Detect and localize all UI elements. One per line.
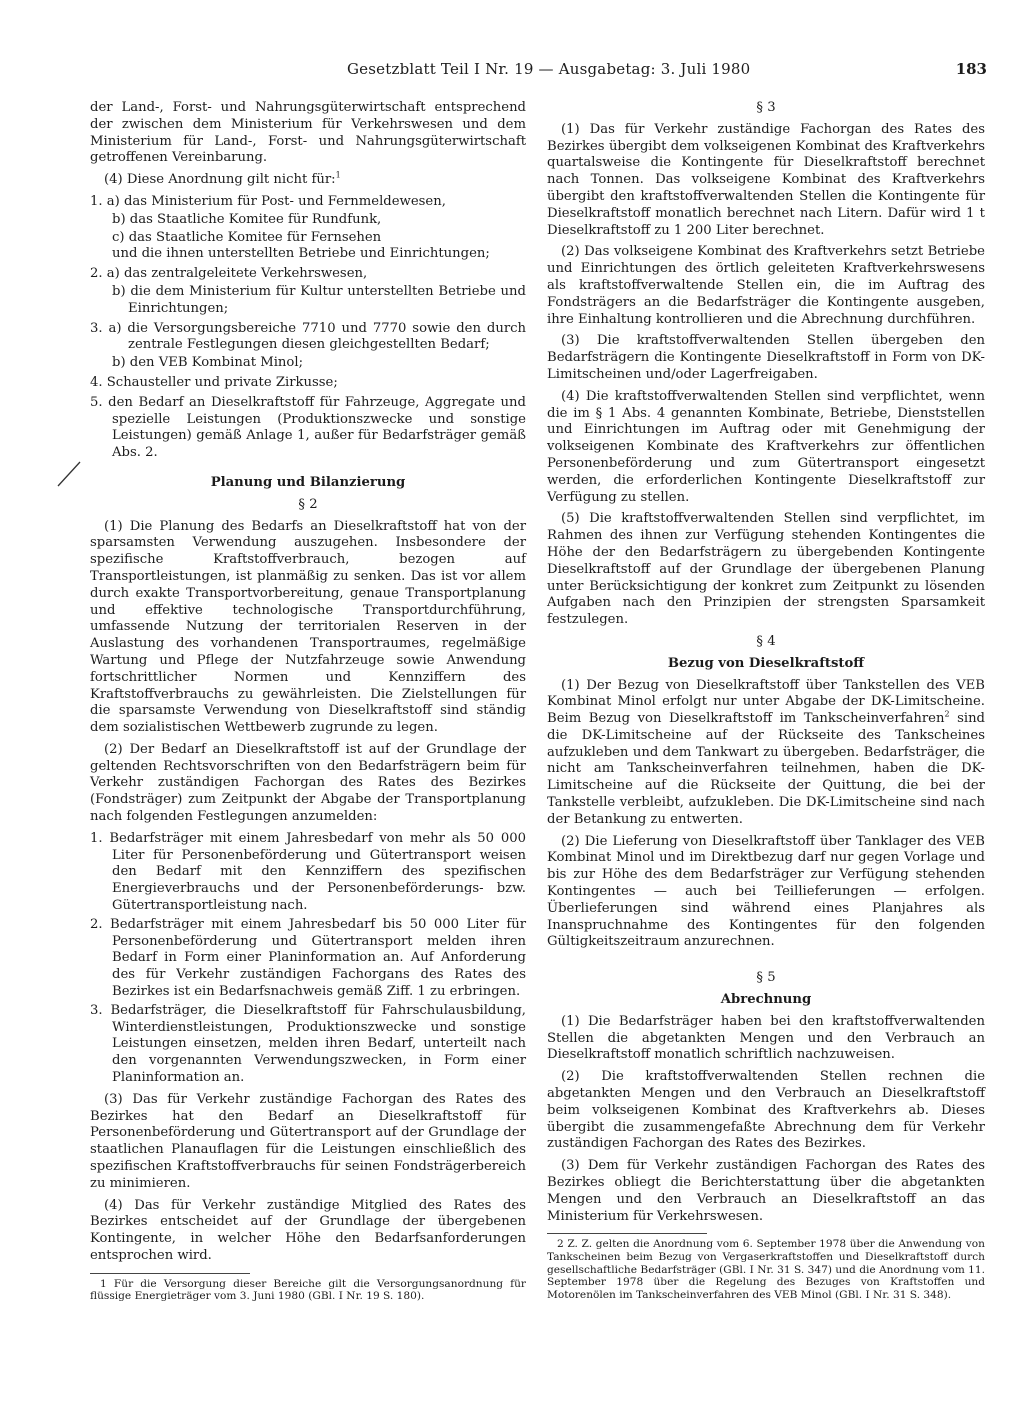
paragraph-4-intro: (4) Diese Anordnung gilt nicht für:$^1$ [104,170,341,188]
section-number: § 5 [756,970,776,986]
paragraph: (4) Die kraftstoffverwaltenden Stellen sind verpflichtet, wenn die im § 1 Abs. 4 genannten Kombinate, Betriebe, Dienststellen und Einrichtungen im Auftrag oder mit Genehmigung der volkseigenen Kombinate des Kraftverkehrs zur öffentlichen Personenbeförderung und zum Gütertransport eingesetzt werden, die erforderlichen Kontingente Dieselkraftstoff zur Verfügung zu stellen. [547,388,985,505]
list-item: c) das Staatliche Komitee für Fernsehen [112,229,382,245]
list-item: 1. Bedarfsträger mit einem Jahresbedarf von mehr als 50 000 Liter für Personenbeförderung und Gütertransport weisen den Bedarf mit den Kennziffern des spezifischen Energieverbrauchs und der Personenbeförderungs- bzw. Gütertransportleistung nach. [90,830,526,914]
paragraph: (5) Die kraftstoffverwaltenden Stellen sind verpflichtet, im Rahmen des ihnen zur Verfügung stehenden Kontingentes die Höhe der den Bedarfsträgern zu übergebenden Kontingente Dieselkraftstoff auf der Grundlage der übergebenen Planung unter Berücksichtigung der konkret zum Zeitpunkt zu lösenden Aufgaben nach den Prinzipien der strengsten Sparsamkeit festzulegen. [547,511,985,628]
section-number: § 4 [756,633,776,649]
section-heading: Bezug von Dieselkraftstoff [667,655,865,671]
list-item: 2. Bedarfsträger mit einem Jahresbedarf bis 50 000 Liter für Personenbeförderung und Gütertransport melden ihren Bedarf in Form einer Planinformation an. Auf Anforderung des für Verkehr zuständigen Fachorgans des Rates des Bezirkes ist ein Bedarfsnachweis gemäß Ziff. 1 zu erbringen. [90,916,526,1000]
paragraph: (2) Die Lieferung von Dieselkraftstoff über Tanklager des VEB Kombinat Minol und im Direktbezug darf nur gegen Vorlage und bis zur Höhe des dem Bedarfsträger zur Verfügung stehenden Kontingentes — auch bei Teillieferungen — erfolgen. Überlieferungen sind während eines Planjahres als Inanspruchnahme des Kontingentes für den folgenden Gültigkeitszeitraum anzurechnen. [547,833,985,950]
paragraph: (4) Das für Verkehr zuständige Mitglied des Rates des Bezirkes entscheidet auf der Grundlage der übergebenen Kontingente, in welcher Höhe den Bedarfsanforderungen entsprochen wird. [90,1197,526,1263]
list-item: b) die dem Ministerium für Kultur unterstellten Betriebe und Einrichtungen; [112,283,526,316]
paragraph: (3) Dem für Verkehr zuständigen Fachorgan des Rates des Bezirkes obliegt die Berichterstattung über die abgetankten Mengen und den Verbrauch an Dieselkraftstoff an das Ministerium für Verkehrswesen. [547,1158,985,1224]
list-item: 4. Schausteller und private Zirkusse; [90,374,338,390]
list-item: b) den VEB Kombinat Minol; [112,355,304,371]
left-column [90,100,526,1308]
paragraph: (3) Das für Verkehr zuständige Fachorgan des Rates des Bezirkes hat den Bedarf an Dieselkraftstoff für Personenbeförderung und Gütertransport auf der Grundlage der staatlichen Planauflagen für die Leistungen einschließlich des spezifischen Kraftstoffverbrauchs für seinen Fondsträgerbereich zu minimieren. [90,1091,526,1191]
paragraph: (2) Der Bedarf an Dieselkraftstoff ist auf der Grundlage der geltenden Rechtsvorschriften von den Bedarfsträgern beim für Verkehr zuständigen Fachorgan des Rates des Bezirkes (Fondsträger) zum Zeitpunkt der Abgabe der Transportplanung nach folgenden Festlegungen anzumelden: [90,741,526,825]
continued-paragraph: der Land-, Forst- und Nahrungsgüterwirtschaft entsprechend der zwischen dem Ministerium für Verkehrswesen und dem Ministerium für Land-, Forst- und Nahrungsgüterwirtschaft getroffenen Vereinbarung. [90,100,526,166]
section-heading: Planung und Bilanzierung [210,474,406,490]
footnote-divider [547,1233,707,1234]
footnote-2: 2 Z. Z. gelten die Anordnung vom 6. September 1978 über die Anwendung von Tankscheinen beim Bezug von Vergaserkraftstoffen und Dieselkraftstoff durch gesellschaftliche Bedarfsträger (GBl. I Nr. 31 S. 347) und die Anordnung vom 11. September 1978 über die Regelung des Bezuges von Kraftstoffen und Motorenölen im Tankscheinverfahren des VEB Minol (GBl. I Nr. 31 S. 348). [547,1238,985,1301]
list-item: 3. Bedarfsträger, die Dieselkraftstoff für Fahrschulausbildung, Winterdienstleistungen, Produktionszwecke und sonstige Leistungen einsetzen, melden ihren Bedarf, unterteilt nach den vorgenannten Verwendungszwecken, in Form einer Planinformation an. [90,1002,526,1086]
paragraph: (3) Die kraftstoffverwaltenden Stellen übergeben den Bedarfsträgern die Kontingente Dieselkraftstoff in Form von DK-Limitscheinen und/oder Lagerfreigaben. [547,333,985,382]
gazette-title: Gesetzblatt Teil I Nr. 19 — Ausgabetag: 3. Juli 1980 [347,60,751,78]
page-number: 183 [955,60,987,78]
footnote-1: 1 Für die Versorgung dieser Bereiche gilt die Versorgungsanordnung für flüssige Energieträger vom 3. Juni 1980 (GBl. I Nr. 19 S. 180). [90,1277,526,1303]
footnote-ref-1: 1 [335,170,341,180]
paragraph: (2) Das volkseigene Kombinat des Kraftverkehrs setzt Betriebe und Einrichtungen des örtlich geleiteten Kraftverkehrswesens als kraftstoffverwaltende Stellen ein, die im Auftrag des Fondsträgers an die Bedarfsträger die Kontingente ausgeben, ihre Einhaltung kontrollieren und die Abrechnung durchführen. [547,244,985,327]
list-item: b) das Staatliche Komitee für Rundfunk, [112,211,382,227]
section-heading: Abrechnung [720,992,812,1008]
list-item: 5. den Bedarf an Dieselkraftstoff für Fahrzeuge, Aggregate und spezielle Leistungen (Produktionszwecke und sonstige Leistungen) gemäß Anlage 1, außer für Bedarfsträger gemäß Abs. 2. [90,394,526,461]
list-item: 1. a) das Ministerium für Post- und Fernmeldewesen, [90,193,446,209]
section-number: § 3 [756,100,776,115]
footnote-ref-2: 2 [944,709,950,719]
list-item: und die ihnen unterstellten Betriebe und Einrichtungen; [112,246,490,262]
list-item: 2. a) das zentralgeleitete Verkehrswesen, [90,266,368,282]
pen-stroke-mark [56,458,86,488]
footnote-divider [90,1273,250,1274]
section-number: § 2 [298,496,318,512]
paragraph: (1) Die Bedarfsträger haben bei den kraftstoffverwaltenden Stellen die abgetankten Mengen und den Verbrauch an Dieselkraftstoff monatlich schriftlich nachzuweisen. [547,1013,985,1063]
paragraph: (1) Der Bezug von Dieselkraftstoff über Tankstellen des VEB Kombinat Minol erfolgt nur unter Abgabe der DK-Limitscheine. Beim Bezug von Dieselkraftstoff im Tankscheinverfahren$^2$ sind die DK-Limitscheine auf der Rückseite des Tankscheines aufzukleben und dem Tankwart zu übergeben. Bedarfsträger, die nicht am Tankscheinverfahren teilnehmen, haben die DK-Limitscheine auf die Rückseite der Quittung, die bei der Tankstelle verbleibt, aufzukleben. Die DK-Limitscheine sind nach der Betankung zu entwerten. [547,677,985,827]
paragraph: (2) Die kraftstoffverwaltenden Stellen rechnen die abgetankten Mengen und den Verbrauch an Dieselkraftstoff beim volkseigenen Kombinat des Kraftverkehrs ab. Dieses übergibt die zusammengefaßte Abrechnung dem für Verkehr zuständigen Fachorgan des Rates des Bezirkes. [547,1069,985,1152]
right-column [547,100,985,1306]
list-item: 3. a) die Versorgungsbereiche 7710 und 7770 sowie den durch zentrale Festlegungen diesen gleichgestellten Bedarf; [90,320,526,353]
page-header [97,60,987,84]
paragraph: (1) Das für Verkehr zuständige Fachorgan des Rates des Bezirkes übergibt dem volkseigenen Kombinat des Kraftverkehrs quartalsweise die Kontingente für Dieselkraftstoff berechnet nach Tonnen. Das volkseigene Kombinat des Kraftverkehrs übergibt den kraftstoffverwaltenden Stellen die Kontingente für Dieselkraftstoff monatlich berechnet nach Litern. Dafür wird 1 t Dieselkraftstoff zu 1 200 Liter berechnet. [547,121,985,238]
paragraph: (1) Die Planung des Bedarfs an Dieselkraftstoff hat von der sparsamsten Verwendung auszugehen. Insbesondere der spezifische Kraftstoffverbrauch, bezogen auf Transportleistungen, ist planmäßig zu senken. Das ist vor allem durch exakte Transportvorbereitung, genaue Transportplanung und effektive technologische Transportdurchführung, umfassende Nutzung der territorialen Reserven in der Auslastung des vorhandenen Transportraumes, regelmäßige Wartung und Pflege der Nutzfahrzeuge sowie Anwendung fortschrittlicher Normen und Kennziffern des Kraftstoffverbrauchs zu gewährleisten. Die Zielstellungen für die sparsamste Verwendung von Dieselkraftstoff sind ständig dem sozialistischen Wettbewerb zugrunde zu legen. [90,518,526,736]
